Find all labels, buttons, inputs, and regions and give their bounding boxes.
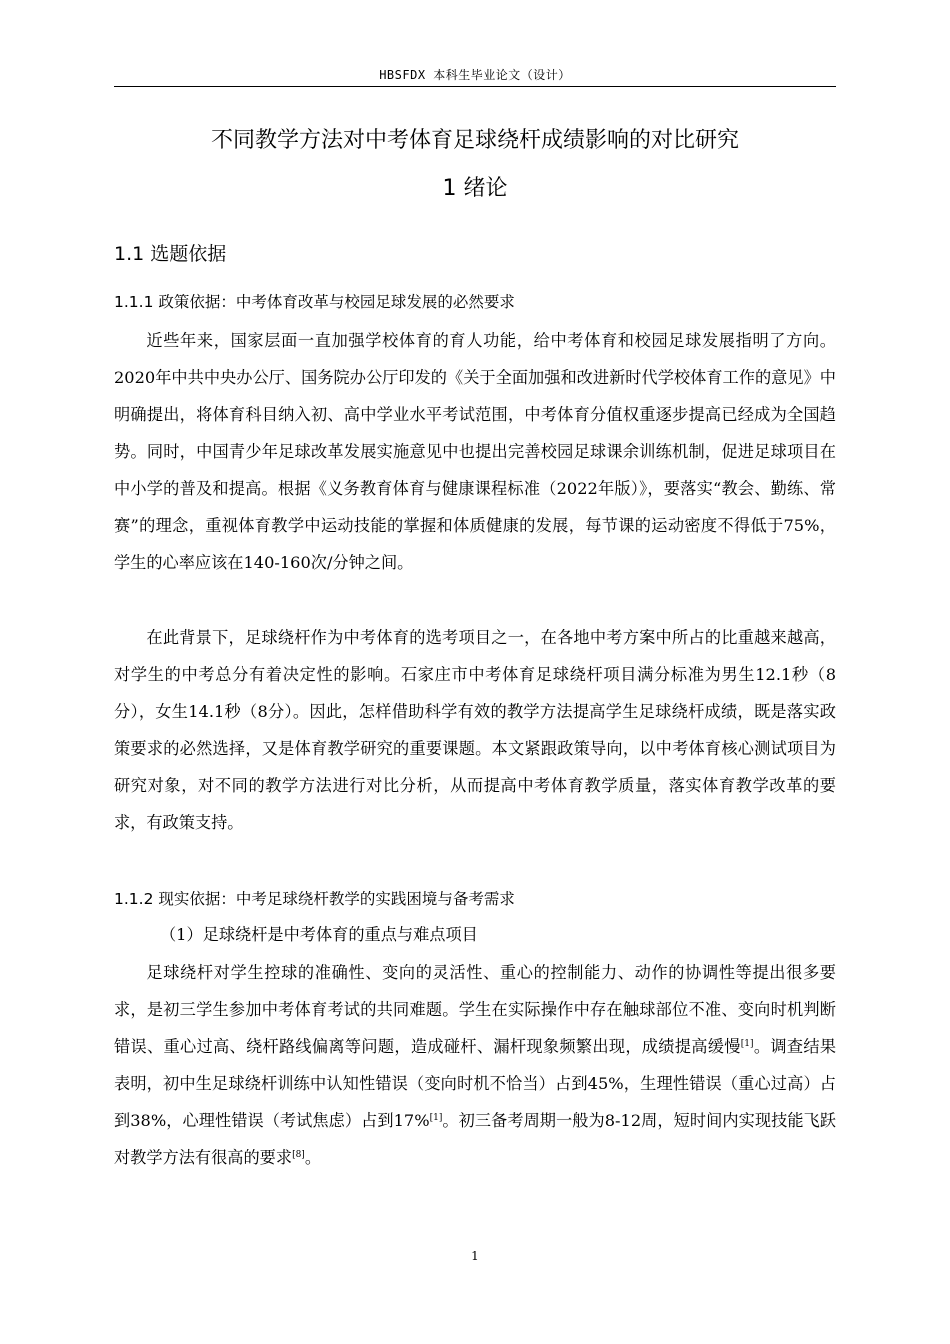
- citation: [8]: [292, 1150, 305, 1160]
- header-divider: [114, 86, 836, 87]
- list-item-1: （1）足球绕杆是中考体育的重点与难点项目: [160, 925, 478, 944]
- paragraph-policy-2: 在此背景下，足球绕杆作为中考体育的选考项目之一，在各地中考方案中所占的比重越来越高，对学生的中考总分有着决定性的影响。石家庄市中考体育足球绕杆项目满分标准为男生12.1秒（8分），女生14.1秒（8分）。因此，怎样借助科学有效的教学方法提高学生足球绕杆成绩，既是落实政策要求的必然选择，又是体育教学研究的重要课题。本文紧跟政策导向，以中考体育核心测试项目为研究对象，对不同的教学方法进行对比分析，从而提高中考体育教学质量，落实体育教学改革的要求，有政策支持。: [114, 628, 836, 832]
- paper-title: 不同教学方法对中考体育足球绕杆成绩影响的对比研究: [210, 128, 739, 153]
- paragraph-text: 足球绕杆对学生控球的准确性、变向的灵活性、重心的控制能力、动作的协调性等提出很多要求，是初三学生参加中考体育考试的共同难题。学生在实际操作中存在触球部位不准、变向时机判断错误、重心过高、绕杆路线偏离等问题，造成碰杆、漏杆现象频繁出现，成绩提高缓慢: [114, 963, 836, 1056]
- page-number: 1: [471, 1249, 479, 1263]
- running-header: HBSFDX 本科生毕业论文（设计）: [379, 68, 571, 82]
- chapter-heading: 1 绪论: [442, 176, 508, 201]
- paragraph-practice-1: [114, 954, 836, 1176]
- citation: [1]: [429, 1113, 443, 1123]
- subsection-heading-policy: 1.1.1 政策依据：中考体育改革与校园足球发展的必然要求: [114, 293, 515, 311]
- subsection-heading-practice: 1.1.2 现实依据：中考足球绕杆教学的实践困境与备考需求: [114, 890, 515, 908]
- paragraph-policy-1: 近些年来，国家层面一直加强学校体育的育人功能，给中考体育和校园足球发展指明了方向。2020年中共中央办公厅、国务院办公厅印发的《关于全面加强和改进新时代学校体育工作的意见》中明确提出，将体育科目纳入初、高中学业水平考试范围，中考体育分值权重逐步提高已经成为全国趋势。同时，中国青少年足球改革发展实施意见中也提出完善校园足球课余训练机制，促进足球项目在中小学的普及和提高。根据《义务教育体育与健康课程标准（2022年版）》，要落实“教会、勤练、常赛”的理念，重视体育教学中运动技能的掌握和体质健康的发展，每节课的运动密度不得低于75%，学生的心率应该在140-160次/分钟之间。: [114, 331, 836, 572]
- paragraph-text: 。调查结果表明，初中生足球绕杆训练中认知性错误（变向时机不恰当）占到45%，生理性错误（重心过高）占到38%，心理性错误（考试焦虑）占到17%: [114, 1037, 837, 1130]
- citation: [1]: [740, 1039, 754, 1049]
- section-heading: 1.1 选题依据: [114, 243, 227, 265]
- paragraph-text: 。初三备考周期一般为8-12周，短时间内实现技能飞跃对教学方法有很高的要求: [114, 1111, 836, 1167]
- paragraph-text: 。: [304, 1148, 321, 1167]
